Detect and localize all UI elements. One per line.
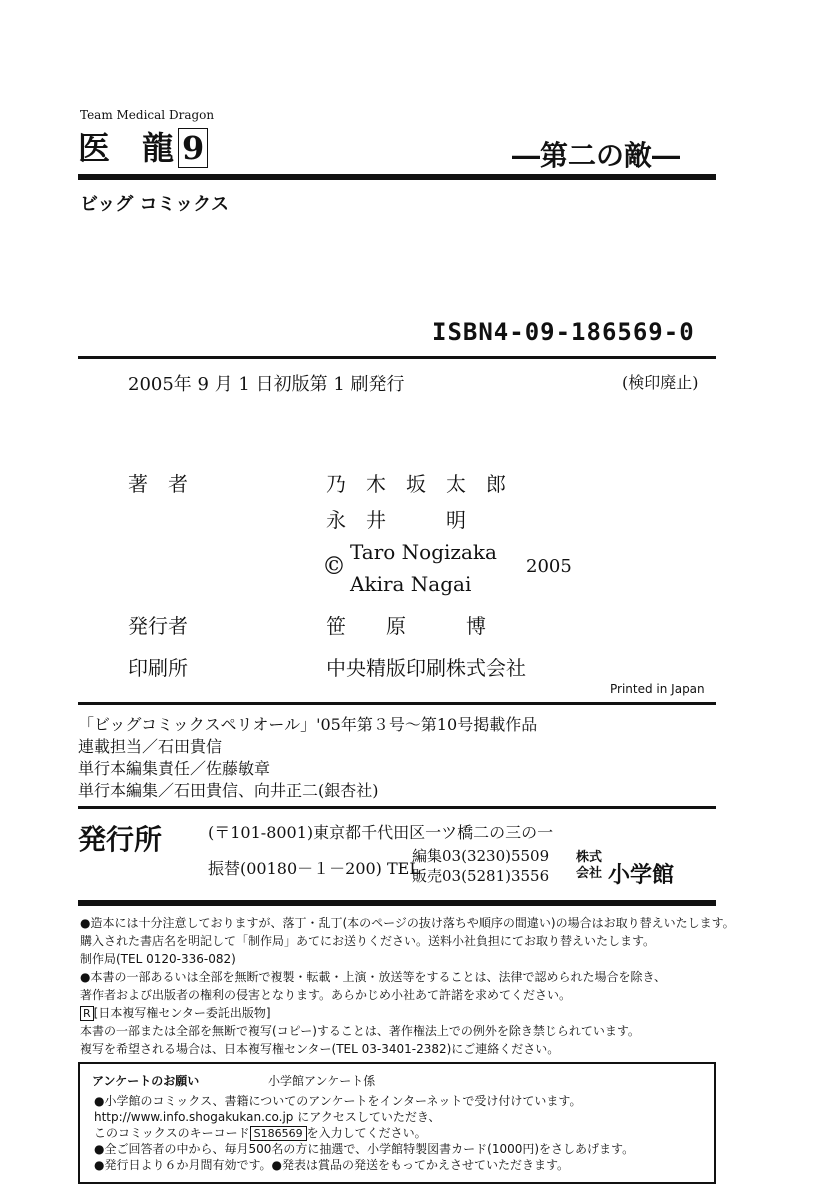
episode-title: ―第二の敵― xyxy=(512,139,681,172)
notice-line: 複写を希望される場合は、日本複写権センター(TEL 03-3401-2382)にご連絡ください。 xyxy=(80,1042,560,1056)
office-rule xyxy=(78,900,716,906)
serialization-block xyxy=(78,714,537,802)
header-rule xyxy=(78,174,716,180)
printed-in: Printed in Japan xyxy=(610,682,705,696)
survey-dept: 小学館アンケート係 xyxy=(268,1074,376,1088)
book-title xyxy=(78,128,208,168)
copyright-name-2: Akira Nagai xyxy=(350,572,472,596)
phone-numbers xyxy=(412,846,549,886)
survey-line: ●全ご回答者の中から、毎月500名の方に抽選で、小学館特製図書カード(1000円)をさしあげます。 xyxy=(94,1142,635,1156)
author-label: 著 者 xyxy=(128,472,188,496)
imprint-name: ビッグ コミックス xyxy=(80,194,230,215)
credits-rule xyxy=(78,702,716,705)
survey-line: ●発行日より６か月間有効です。●発表は賞品の発送をもってかえさせていただきます。 xyxy=(94,1158,570,1172)
notice-line: 本書の一部または全部を無断で複写(コピー)することは、著作権法上での例外を除き禁じられています。 xyxy=(80,1024,640,1038)
serialization-line: 「ビッグコミックスペリオール」'05年第３号～第10号掲載作品 xyxy=(78,715,538,734)
company-type-top: 株式 xyxy=(576,850,603,865)
survey-title: アンケートのお願い xyxy=(92,1074,200,1088)
edition-date: 2005年 9 月 1 日初版第 1 刷発行 xyxy=(128,374,405,395)
isbn-rule xyxy=(78,356,716,359)
publisher-name: 笹 原 博 xyxy=(326,614,486,638)
printer-name: 中央精版印刷株式会社 xyxy=(326,656,526,680)
transfer-account: 振替(00180－１－200) TEL xyxy=(208,859,420,878)
survey-url-text: にアクセスしていただき、 xyxy=(293,1110,441,1124)
title-english: Team Medical Dragon xyxy=(80,108,215,122)
serialization-line: 単行本編集責任／佐藤敏章 xyxy=(78,759,271,778)
keycode-pre: このコミックスのキーコード xyxy=(94,1126,250,1140)
copyright-name-1: Taro Nogizaka xyxy=(350,540,497,564)
company-type xyxy=(576,850,602,882)
author-name-1: 乃木坂太郎 xyxy=(326,472,526,496)
notice-line: 制作局(TEL 0120-336-082) xyxy=(80,952,236,966)
isbn: ISBN4-09-186569-0 xyxy=(432,318,695,346)
copyright-symbol: © xyxy=(322,552,346,580)
book-title-text: 医 龍 xyxy=(78,129,175,167)
serialization-line: 連載担当／石田貴信 xyxy=(78,737,223,756)
volume-number: 9 xyxy=(178,128,208,168)
publisher-office-label: 発行所 xyxy=(78,823,163,856)
jrrc-text: [日本複写権センター委託出版物] xyxy=(93,1006,271,1020)
phone-sales: 販売03(5281)3556 xyxy=(412,867,550,885)
notice-line: 購入された書店名を明記して「制作局」あてにお送りください。送料小社負担にてお取り替えいたします。 xyxy=(80,934,656,948)
publisher-address: (〒101-8001)東京都千代田区一ツ橋二の三の一 xyxy=(208,823,554,842)
jrrc-mark: R xyxy=(80,1006,94,1021)
survey-keycode-line xyxy=(94,1124,427,1141)
jrrc-line xyxy=(80,1004,271,1021)
serialization-rule xyxy=(78,806,716,809)
phone-editorial: 編集03(3230)5509 xyxy=(412,847,550,865)
seal-abolished: (検印廃止) xyxy=(622,373,699,392)
serialization-line: 単行本編集／石田貴信、向井正二(銀杏社) xyxy=(78,781,379,800)
author-name-2: 永 井 明 xyxy=(326,508,466,532)
company-type-bottom: 会社 xyxy=(576,866,603,881)
company-name: 小学館 xyxy=(608,863,675,888)
printer-label: 印刷所 xyxy=(128,656,188,680)
survey-url-line xyxy=(94,1108,440,1125)
notice-line: ●造本には十分注意しておりますが、落丁・乱丁(本のページの抜け落ちや順序の間違い)の場合はお取り替えいたします。 xyxy=(80,916,735,930)
survey-url[interactable]: http://www.info.shogakukan.co.jp xyxy=(94,1110,294,1124)
publisher-label: 発行者 xyxy=(128,614,188,638)
notice-line: ●本書の一部あるいは全部を無断で複製・転載・上演・放送等をすることは、法律で認められた場合を除き、 xyxy=(80,970,666,984)
notice-line: 著作者および出版者の権利の侵害となります。あらかじめ小社あて許諾を求めてください。 xyxy=(80,988,572,1002)
keycode-post: を入力してください。 xyxy=(306,1126,427,1140)
copyright-year: 2005 xyxy=(526,556,572,577)
key-code: S186569 xyxy=(250,1126,307,1141)
survey-line: ●小学館のコミックス、書籍についてのアンケートをインターネットで受け付けています。 xyxy=(94,1094,582,1108)
